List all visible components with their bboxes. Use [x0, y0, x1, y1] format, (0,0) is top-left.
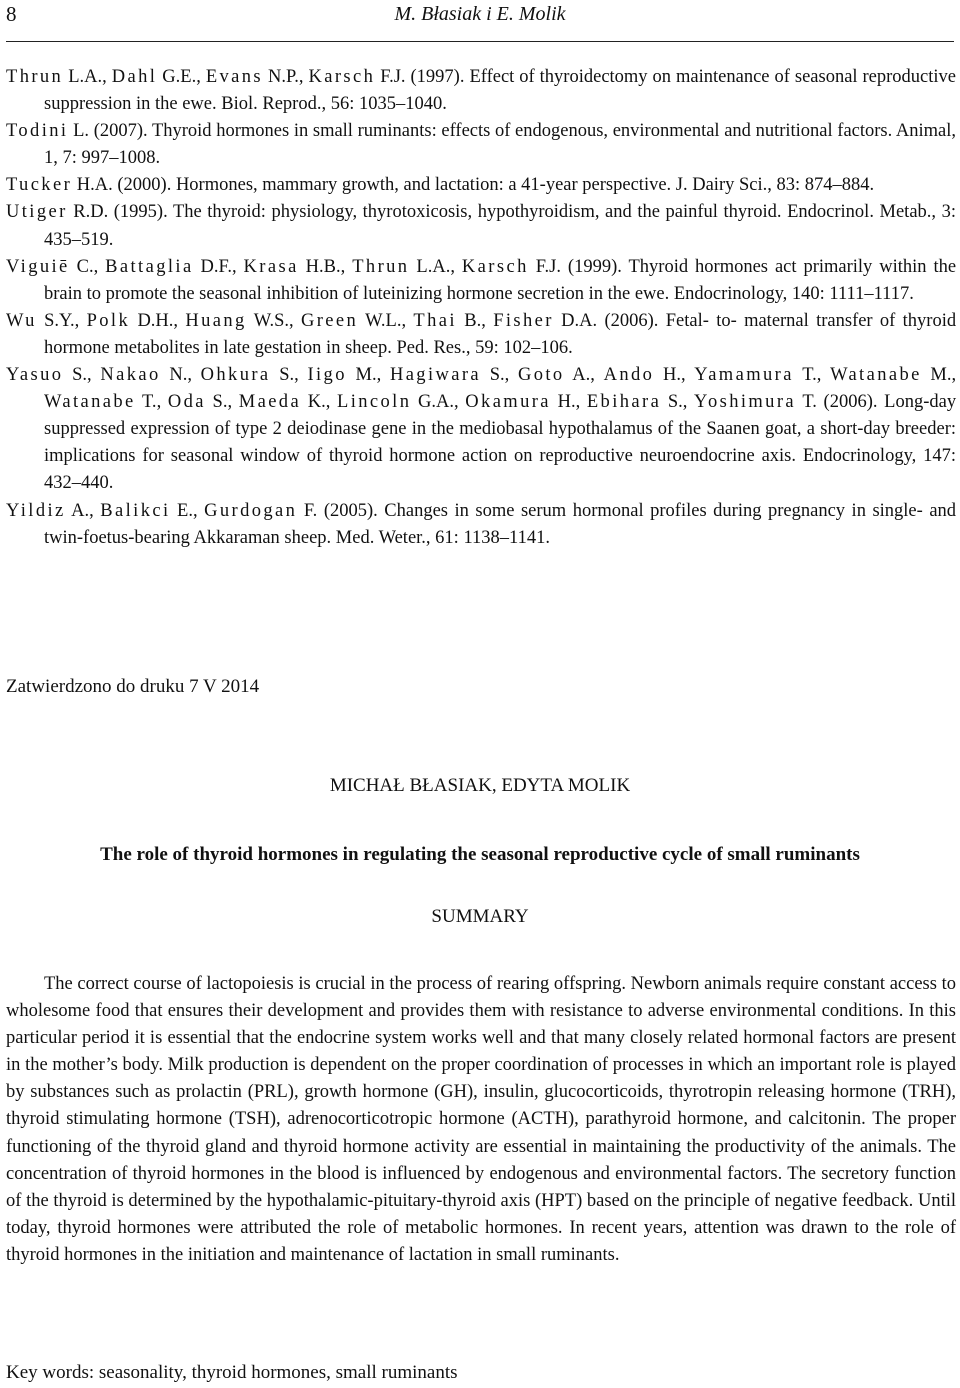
author-initials: T. — [802, 392, 817, 413]
reference-entry — [6, 172, 956, 199]
reference-entry: Wu S.Y., Polk D.H., Huang W.S., Green W.L., Thai B., Fisher D.A. (2006). Fetal- to- maternal transfer of thyroid hormone metabolites in late gestation in sheep. Ped. Res., 59: 102–106. — [6, 310, 957, 358]
author-surname: Goto — [517, 365, 565, 386]
author-initials: D.F. — [200, 256, 232, 277]
reference-details: (2007). Thyroid hormones in small ruminants: effects of endogenous, environmental and nutritional factors. Animal, 1, 7: 997–1008. — [44, 121, 956, 169]
author-surname: Oda — [167, 392, 206, 413]
author-surname: Karsch — [308, 67, 376, 87]
author-surname: Battaglia — [105, 256, 194, 277]
author-surname: Todini — [6, 121, 69, 142]
author-initials: N. — [169, 365, 188, 386]
reference-details: (1999). Thyroid hormones act primarily within the brain to promote the seasonal inhibition of luteinizing hormone secretion in the ewe. Endocrinology, 140: 1111–1117. — [44, 256, 957, 304]
author-initials: A. — [572, 365, 591, 386]
author-initials: W.S. — [253, 310, 289, 331]
reference-details: (2006). Fetal- to- maternal transfer of thyroid hormone metabolites in late gestation in sheep. Ped. Res., 59: 102–106. — [44, 310, 957, 358]
author-initials: S. — [279, 365, 295, 386]
reference-details: (2006). Long-day suppressed expression of type 2 deiodinase gene in the mediobasal hypothalamus of the Saanen goat, a short-day breeder: implications for seasonal window of thyroid hormone action on reproductive neuroendocrine axis. Endocrinology, 147: 432–440. — [44, 392, 957, 494]
author-initials: S. — [667, 392, 683, 413]
approval-note: Zatwierdzono do druku 7 V 2014 — [6, 676, 260, 697]
author-initials: T. — [142, 392, 157, 413]
author-initials: C. — [76, 256, 94, 277]
author-surname: Iigo — [307, 365, 347, 386]
reference-list — [6, 64, 956, 552]
reference-entry — [6, 199, 956, 253]
author-initials: A. — [71, 500, 90, 521]
reference-entry: Yasuo S., Nakao N., Ohkura S., Iigo M., Hagiwara S., Goto A., Ando H., Yamamura T., Watanabe M., Watanabe T., Oda S., Maeda K., Lincoln G.A., Okamura H., Ebihara S., Yoshimura T. (2006). Long-day suppressed expression of type 2 deiodinase gene in the mediobasal hypothalamus of the Saanen goat, a short-day breeder: implications for seasonal window of thyroid hormone action on reproductive neuroendocrine axis. Endocrinology, 147: 432–440. — [6, 365, 957, 494]
author-initials: K. — [307, 392, 326, 413]
author-initials: D.A. — [561, 310, 598, 331]
author-initials: H. — [662, 365, 681, 386]
author-surname: Ebihara — [586, 392, 662, 413]
author-initials: N.P. — [268, 67, 299, 87]
author-initials: L.A. — [416, 256, 451, 277]
author-initials: H. — [557, 392, 576, 413]
reference-entry: Yildiz A., Balikci E., Gurdogan F. (2005). Changes in some serum hormonal profiles during pregnancy in single- and twin-foetus-bearing Akkaraman sheep. Med. Weter., 61: 1138–1141. — [6, 500, 957, 548]
author-initials: G.A. — [418, 392, 454, 413]
author-surname: Polk — [86, 310, 131, 331]
author-initials: L.A. — [68, 67, 103, 87]
author-surname: Dahl — [111, 67, 158, 87]
author-surname: Gurdogan — [204, 500, 298, 521]
author-initials: S.Y. — [44, 310, 75, 331]
author-surname: Green — [300, 310, 359, 331]
author-initials: F.J. — [535, 256, 561, 277]
author-surname: Tucker — [6, 175, 73, 196]
page-number: 8 — [6, 2, 17, 26]
author-initials: S. — [489, 365, 505, 386]
keywords: Key words: seasonality, thyroid hormones, small ruminants — [6, 1362, 458, 1383]
reference-details: (2005). Changes in some serum hormonal profiles during pregnancy in single- and twin-foetus-bearing Akkaraman sheep. Med. Weter., 61: 1138–1141. — [44, 500, 957, 548]
author-initials: H.B. — [305, 256, 341, 277]
author-surname: Huang — [185, 310, 247, 331]
summary-heading: SUMMARY — [431, 906, 529, 927]
reference-entry — [6, 118, 956, 172]
english-title: The role of thyroid hormones in regulating the seasonal reproductive cycle of small ruminants — [100, 844, 860, 865]
author-surname: Wu — [6, 310, 37, 331]
author-initials: F. — [303, 500, 318, 521]
author-initials: M. — [930, 365, 952, 386]
author-surname: Hagiwara — [389, 365, 482, 386]
author-surname: Balikci — [100, 500, 171, 521]
author-surname: Yoshimura — [694, 392, 797, 413]
author-surname: Fisher — [493, 310, 554, 331]
reference-details: (1997). Effect of thyroidectomy on maintenance of seasonal reproductive suppression in the ewe. Biol. Reprod., 56: 1035–1040. — [44, 67, 957, 115]
author-surname: Yamamura — [694, 365, 794, 386]
author-surname: Maeda — [238, 392, 302, 413]
author-surname: Nakao — [100, 365, 161, 386]
author-surname: Viguiē — [6, 256, 70, 277]
author-initials: H.A. — [76, 175, 113, 196]
author-initials: W.L. — [365, 310, 402, 331]
author-initials: L. — [73, 121, 90, 142]
author-surname: Thrun — [352, 256, 410, 277]
author-surname: Yildiz — [6, 500, 66, 521]
reference-entry: Thrun L.A., Dahl G.E., Evans N.P., Karsch F.J. (1997). Effect of thyroidectomy on maintenance of seasonal reproductive suppression in the ewe. Biol. Reprod., 56: 1035–1040. — [6, 67, 957, 115]
author-surname: Watanabe — [44, 392, 136, 413]
reference-details: (1995). The thyroid: physiology, thyrotoxicosis, hypothyroidism, and the painful thyroid. Endocrinol. Metab., 3: 435–519. — [44, 202, 956, 250]
author-surname: Watanabe — [830, 365, 922, 386]
author-initials: T. — [802, 365, 817, 386]
author-surname: Thrun — [6, 67, 64, 87]
author-surname: Yasuo — [6, 365, 64, 386]
author-surname: Krasa — [243, 256, 299, 277]
author-initials: G.E. — [162, 67, 197, 87]
author-surname: Karsch — [461, 256, 529, 277]
author-initials: S. — [212, 392, 228, 413]
author-initials: E. — [177, 500, 193, 521]
author-initials: B. — [464, 310, 482, 331]
author-initials: M. — [355, 365, 377, 386]
author-surname: Ohkura — [200, 365, 271, 386]
reference-entry: Viguiē C., Battaglia D.F., Krasa H.B., Thrun L.A., Karsch F.J. (1999). Thyroid hormones act primarily within the brain to promote the seasonal inhibition of luteinizing hormone secretion in the ewe. Endocrinology, 140: 1111–1117. — [6, 256, 957, 304]
english-authors: MICHAŁ BŁASIAK, EDYTA MOLIK — [329, 775, 631, 796]
header-rule — [6, 41, 954, 42]
author-initials: R.D. — [73, 202, 109, 223]
reference-details: (2000). Hormones, mammary growth, and lactation: a 41-year perspective. J. Dairy Sci., 83: 874–884. — [112, 175, 875, 196]
author-initials: D.H. — [137, 310, 174, 331]
author-surname: Ando — [603, 365, 655, 386]
author-surname: Evans — [205, 67, 264, 87]
author-surname: Utiger — [6, 202, 68, 223]
author-surname: Okamura — [465, 392, 551, 413]
author-surname: Lincoln — [337, 392, 412, 413]
author-initials: S. — [72, 365, 88, 386]
author-initials: F.J. — [380, 67, 406, 87]
summary-text: The correct course of lactopoiesis is crucial in the process of rearing offspring. Newborn animals require constant access to wholesome food that ensures their development and provides them with resistance to adverse environmental conditions. In this particular period it is essential that the endocrine system works well and that many closely related hormonal factors are present in the mother’s body. Milk production is dependent on the proper coordination of processes in which an important role is played by substances such as prolactin (PRL), growth hormone (GH), insulin, glucocorticoids, thyrotropin releasing hormone (TRH), thyroid stimulating hormone (TSH), adrenocorticotropic hormone (ACTH), parathyroid hormone, and calcitonin. The proper functioning of the thyroid gland and thyroid hormone activity are essential in maintaining the productivity of the animals. The concentration of thyroid hormones in the blood is influenced by endogenous and environmental factors. The secretory function of the thyroid is determined by the hypothalamic-pituitary-thyroid axis (HPT) based on the principle of negative feedback. Until today, thyroid hormones were attributed the role of metabolic hormones. In recent years, attention was drawn to the role of thyroid hormones in the initiation and maintenance of lactation in small ruminants. — [6, 974, 956, 1265]
running-head: M. Błasiak i E. Molik — [394, 3, 566, 25]
page-header — [6, 2, 954, 32]
author-surname: Thai — [413, 310, 457, 331]
